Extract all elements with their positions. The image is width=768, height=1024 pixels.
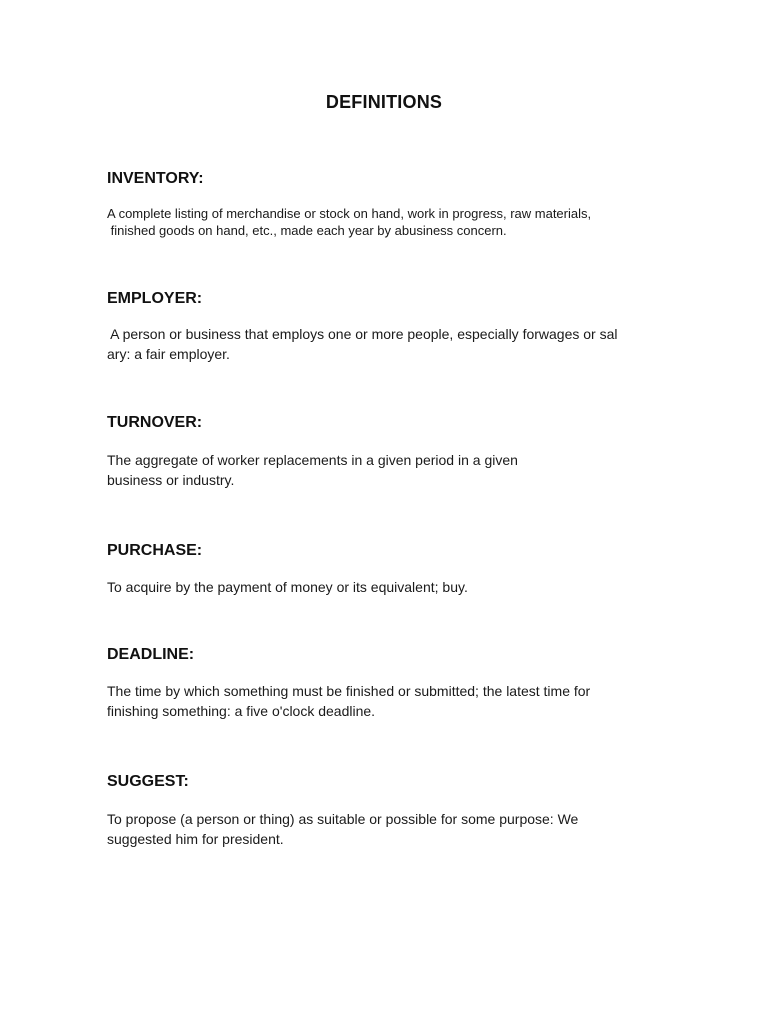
definition-inventory xyxy=(107,205,591,239)
term-purchase: PURCHASE: xyxy=(107,542,203,559)
term-employer: EMPLOYER: xyxy=(107,290,203,307)
definition-line: A person or business that employs one or more people, especially forwages or sal xyxy=(107,326,618,342)
definition-deadline xyxy=(107,681,590,721)
definition-line: business or industry. xyxy=(107,472,235,488)
definition-line: To acquire by the payment of money or its equivalent; buy. xyxy=(107,579,468,595)
term-turnover: TURNOVER: xyxy=(107,414,203,431)
definition-line: finished goods on hand, etc., made each year by abusiness concern. xyxy=(107,223,507,238)
term-deadline: DEADLINE: xyxy=(107,646,195,663)
page-title: DEFINITIONS xyxy=(325,92,443,112)
term-inventory: INVENTORY: xyxy=(107,170,204,187)
definition-turnover xyxy=(107,450,518,490)
definition-line: suggested him for president. xyxy=(107,831,284,847)
definition-line: ary: a fair employer. xyxy=(107,346,230,362)
term-suggest: SUGGEST: xyxy=(107,773,189,790)
definition-line: A complete listing of merchandise or stock on hand, work in progress, raw materials, xyxy=(107,206,592,221)
definition-employer xyxy=(107,324,618,364)
definition-line: The time by which something must be finished or submitted; the latest time for xyxy=(107,683,591,699)
definition-purchase xyxy=(107,577,468,597)
definition-line: finishing something: a five o'clock deadline. xyxy=(107,703,376,719)
definition-line: The aggregate of worker replacements in a given period in a given xyxy=(107,452,518,468)
definition-suggest xyxy=(107,809,578,849)
definition-line: To propose (a person or thing) as suitable or possible for some purpose: We xyxy=(107,811,579,827)
